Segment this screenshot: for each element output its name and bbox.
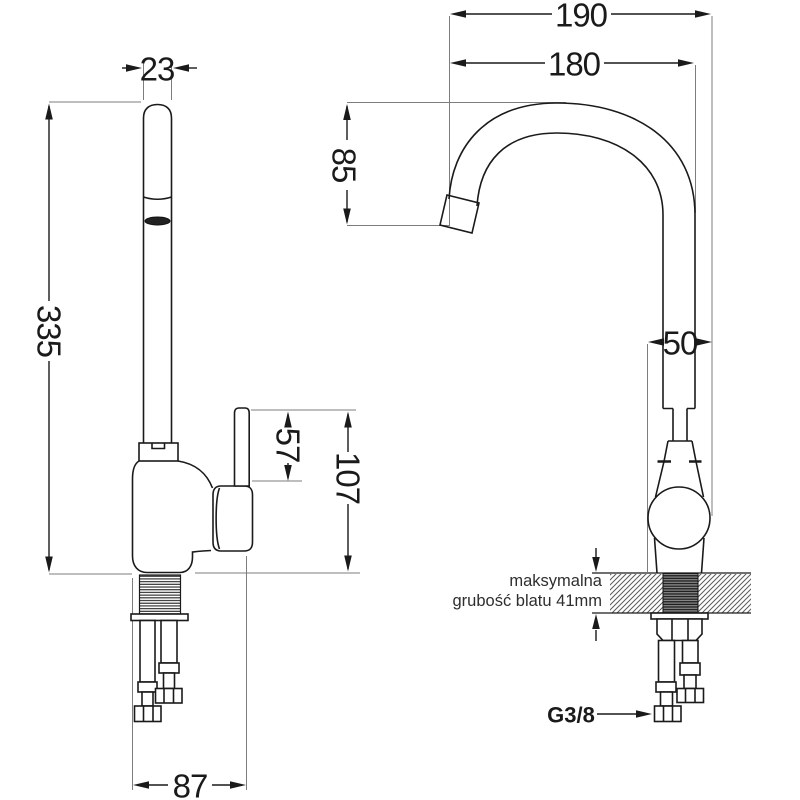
dimension-85 xyxy=(326,104,363,225)
dim-label-335: 335 xyxy=(30,304,68,358)
thread-size-label: G3/8 xyxy=(547,702,595,728)
dimension-23 xyxy=(122,51,197,88)
side-spout xyxy=(440,103,695,409)
side-supply-hoses xyxy=(655,641,704,722)
dim-label-87: 87 xyxy=(172,767,208,800)
front-body-collar xyxy=(139,443,178,461)
countertop-hatch-right xyxy=(698,574,751,613)
dim-label-180: 180 xyxy=(547,45,601,83)
countertop-hatch-left xyxy=(610,574,663,613)
front-spout-joint-line xyxy=(144,197,172,199)
side-ball-body xyxy=(648,487,710,549)
front-body xyxy=(133,461,213,573)
dimension-87 xyxy=(133,768,246,800)
dimension-180 xyxy=(450,46,694,83)
front-view-extension-lines xyxy=(49,60,360,790)
front-supply-hoses xyxy=(135,621,183,722)
side-mounting-hardware xyxy=(651,613,708,641)
front-aerator xyxy=(145,217,170,225)
thread-size-annotation xyxy=(547,703,652,728)
countertop-thickness-annotation xyxy=(453,548,603,641)
dimension-107 xyxy=(330,412,367,572)
front-view xyxy=(31,51,367,800)
dimension-190 xyxy=(450,0,711,34)
dim-label-50: 50 xyxy=(662,324,698,362)
dimension-335 xyxy=(31,104,68,573)
side-aerator xyxy=(440,195,479,233)
front-valve-housing xyxy=(213,486,253,551)
front-threaded-shank xyxy=(140,575,181,614)
side-threaded-shank xyxy=(663,574,698,614)
dim-label-23: 23 xyxy=(139,50,175,88)
counter-note-line2: grubość blatu 41mm xyxy=(452,592,602,610)
front-mounting-flange xyxy=(131,614,188,621)
dimension-57 xyxy=(270,412,307,482)
dim-label-190: 190 xyxy=(554,0,608,34)
dim-label-107: 107 xyxy=(329,451,367,505)
counter-note-line1: maksymalna xyxy=(509,572,602,590)
front-handle-lever xyxy=(235,408,250,486)
front-spout-tube xyxy=(144,105,172,444)
dimension-50 xyxy=(648,325,712,362)
dim-label-85: 85 xyxy=(325,147,363,183)
side-view xyxy=(326,0,752,728)
countertop-section xyxy=(592,573,751,613)
dim-label-57: 57 xyxy=(269,427,307,463)
